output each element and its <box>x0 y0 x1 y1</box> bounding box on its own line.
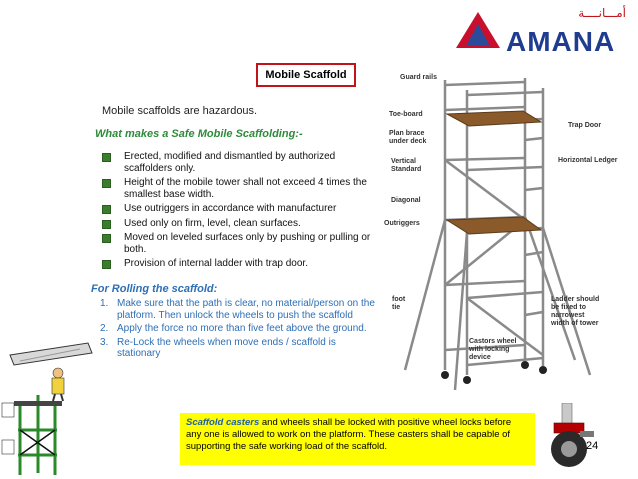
label-plan-brace: Plan brace under deck <box>389 130 427 145</box>
note-emphasis: Scaffold casters <box>186 417 260 428</box>
logo-inner-triangle-icon <box>466 24 490 46</box>
safe-scaffold-heading: What makes a Safe Mobile Scaffolding:- <box>95 128 303 140</box>
rolling-steps-list <box>90 298 380 362</box>
label-toe-board: Toe-board <box>389 111 423 118</box>
logo-arabic-text: أمـــانــــة <box>578 6 626 20</box>
list-item: Moved on leveled surfaces only by pushing or pulling or both. <box>100 232 375 255</box>
label-foot-tie: foot tie <box>392 296 406 311</box>
list-item: Erected, modified and dismantled by authorized scaffolders only. <box>100 151 375 174</box>
label-ladder: Ladder should be fixed to narrowest width of tower <box>551 296 600 327</box>
caster-safety-note <box>180 413 535 465</box>
list-item: Provision of internal ladder with trap door. <box>100 258 375 270</box>
page-number: 24 <box>586 440 599 452</box>
amana-logo <box>452 6 632 57</box>
safety-bullet-list <box>100 151 375 273</box>
intro-text: Mobile scaffolds are hazardous. <box>102 105 258 117</box>
bullet-square-icon <box>102 205 111 214</box>
worker-on-scaffold-illustration <box>0 335 95 479</box>
label-guard-rails: Guard rails <box>400 74 437 81</box>
label-casters: Castors wheel with locking device <box>469 338 517 361</box>
bullet-square-icon <box>102 153 111 162</box>
list-item: Use outriggers in accordance with manufacturer <box>100 203 375 215</box>
label-horizontal-ledger: Horizontal Ledger <box>558 157 618 164</box>
label-vertical-standard: Vertical Standard <box>391 158 422 173</box>
label-trap-door: Trap Door <box>568 122 602 129</box>
rolling-heading: For Rolling the scaffold: <box>91 283 218 295</box>
bullet-square-icon <box>102 234 111 243</box>
note-text: and wheels shall be locked with positive wheel locks before any one is allowed to work on the platform. These casters shall be capable of supporting the safe working load of the scaffold. <box>186 417 512 452</box>
list-item: Height of the mobile tower shall not exceed 4 times the smallest base width. <box>100 177 375 200</box>
list-item: 2. Apply the force no more than five feet above the ground. <box>100 323 367 334</box>
bullet-square-icon <box>102 260 111 269</box>
bullet-square-icon <box>102 179 111 188</box>
label-diagonal: Diagonal <box>391 197 421 204</box>
bullet-square-icon <box>102 220 111 229</box>
label-outriggers: Outriggers <box>384 220 420 227</box>
list-item: 3. Re-Lock the wheels when move ends / scaffold is stationary <box>100 336 336 359</box>
page-title: Mobile Scaffold <box>256 63 356 87</box>
list-item: 1. Make sure that the path is clear, no material/person on the platform. Then unlock the wheels to push the scaffold <box>100 298 375 321</box>
caster-wheel-image <box>542 403 600 473</box>
list-item: Used only on firm, level, clean surfaces. <box>100 218 375 230</box>
logo-wordmark: AMANA <box>506 26 616 57</box>
